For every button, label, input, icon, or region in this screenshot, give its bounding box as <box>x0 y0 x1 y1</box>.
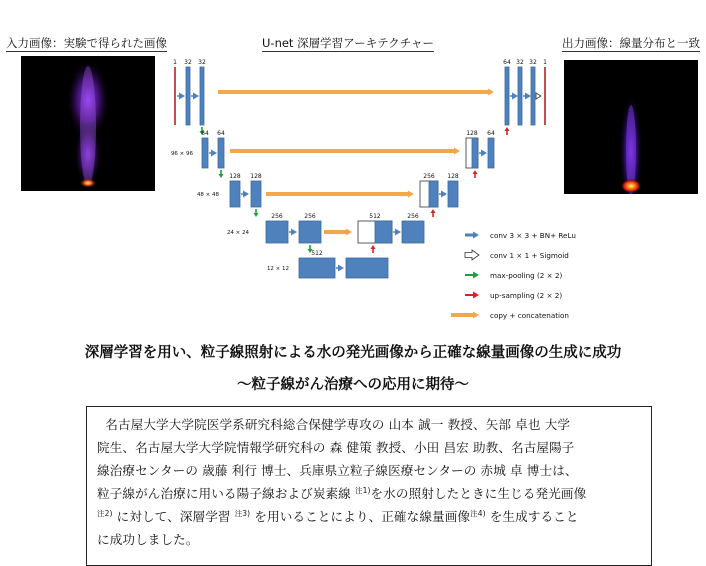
l1-dec-block-3 <box>531 67 535 125</box>
l2-upsample-arrow <box>473 170 478 178</box>
l4-up-block <box>375 221 392 243</box>
green-arrow-icon <box>465 272 479 279</box>
l3-enc-block-2 <box>251 181 261 207</box>
l1-enc-label-2: 32 <box>184 59 192 66</box>
l1-output-bar <box>544 67 546 125</box>
diagram-title: U-net 深層学習アーキテクチャー <box>262 36 434 50</box>
l2-enc-label-1: 64 <box>201 130 209 137</box>
l3-skip-connection <box>266 191 414 198</box>
l1-conv-arrow-1 <box>177 93 185 100</box>
summary-line-4a: 粒子線がん治療に用いる陽子線および炭素線 <box>97 486 355 501</box>
l1-enc-block-1 <box>186 67 190 125</box>
l3-dec-label-1: 256 <box>423 173 435 180</box>
l4-conv-arrow-1 <box>289 229 297 236</box>
red-arrow-icon <box>465 292 479 299</box>
size-label-12: 12 × 12 <box>266 266 290 272</box>
l3-upsample-arrow <box>431 209 436 217</box>
bottom-label: 512 <box>311 250 323 257</box>
l2-enc-block-2 <box>218 138 224 168</box>
output-image-caption: 出力画像：線量分布と一致 <box>562 36 700 50</box>
l3-enc-label-2: 128 <box>250 173 262 180</box>
summary-line-1-text: 名古屋大学大学院医学系研究科総合保健学専攻の 山本 誠一 教授、矢部 卓也 大学 <box>105 417 571 432</box>
input-image-caption: 入力画像：実験で得られた画像 <box>6 36 167 50</box>
l4-dec-label-2: 256 <box>407 213 419 220</box>
legend-label-4: up-sampling (2 × 2) <box>490 291 563 300</box>
l1-conv-arrow-4 <box>523 93 531 100</box>
l1-dec-label-4: 1 <box>543 59 547 66</box>
l1-dec-label-3: 32 <box>529 59 537 66</box>
legend-label-2: conv 1 × 1 + Sigmoid <box>490 251 569 260</box>
l4-dec-block <box>402 221 424 243</box>
headline: 深層学習を用い、粒子線照射による水の発光画像から正確な線量画像の生成に成功 <box>84 345 622 361</box>
summary-line-5a: に対して、深層学習 <box>112 509 235 524</box>
summary-line-5b: を用いることにより、正確な線量画像 <box>250 509 471 524</box>
l4-upsample-arrow <box>371 245 376 253</box>
summary-text-box <box>86 406 652 566</box>
summary-line-5 <box>97 505 641 528</box>
l2-up-block <box>472 138 478 168</box>
legend-label-5: copy + concatenation <box>490 311 569 320</box>
l2-dec-block <box>488 138 494 168</box>
subheadline: ～粒子線がん治療への応用に期待～ <box>237 377 469 393</box>
input-beam-graphic <box>21 56 155 191</box>
size-label-96: 96 × 96 <box>170 151 194 157</box>
l1-dec-label-1: 64 <box>503 59 511 66</box>
l2-conv-arrow-2 <box>479 150 487 157</box>
blue-arrow-icon <box>465 232 479 239</box>
l1-conv-arrow-3 <box>510 93 518 100</box>
l1-enc-block-2 <box>200 67 204 125</box>
l3-enc-label-1: 128 <box>229 173 241 180</box>
l3-dec-label-2: 128 <box>447 173 459 180</box>
l2-conv-arrow-1 <box>209 150 217 157</box>
l1-dec-block-2 <box>518 67 522 125</box>
l3-enc-block-1 <box>230 181 240 207</box>
l3-conv-arrow-1 <box>241 191 249 198</box>
l1-enc-label-3: 32 <box>198 59 206 66</box>
l4-enc-label-2: 256 <box>304 213 316 220</box>
bottom-conv-arrow <box>336 265 344 272</box>
l4-enc-block-1 <box>266 221 288 243</box>
note-4-ref: 注4) <box>470 509 486 518</box>
l1-input-bar <box>174 67 176 125</box>
white-arrow-icon <box>465 250 479 260</box>
legend-label-1: conv 3 × 3 + BN+ ReLu <box>490 231 576 240</box>
l2-dec-label-2: 64 <box>487 130 495 137</box>
size-label-48: 48 × 48 <box>196 192 220 198</box>
note-1-ref: 注1) <box>354 486 371 495</box>
legend-label-3: max-pooling (2 × 2) <box>490 271 563 280</box>
l3-maxpool-arrow <box>254 209 259 217</box>
l4-skip-connection <box>324 229 352 236</box>
note-2-ref: 注2) <box>97 509 113 518</box>
summary-line-6: に成功しました。 <box>97 532 199 547</box>
summary-line-1 <box>97 413 641 436</box>
l2-maxpool-arrow <box>219 170 224 178</box>
l4-dec-label-1: 512 <box>369 213 381 220</box>
l1-sigmoid-arrow <box>536 93 541 99</box>
l4-conv-arrow-2 <box>393 229 401 236</box>
summary-line-4 <box>97 482 641 505</box>
l1-upsample-arrow <box>505 127 510 135</box>
l3-conv-arrow-2 <box>439 191 447 198</box>
l1-conv-arrow-2 <box>191 93 199 100</box>
l1-dec-label-2: 32 <box>516 59 524 66</box>
summary-line-5c: を生成すること <box>485 509 579 524</box>
l1-skip-connection <box>218 89 494 96</box>
l2-dec-label-1: 128 <box>466 130 478 137</box>
l3-dec-block <box>448 181 458 207</box>
unet-architecture-diagram <box>168 55 598 325</box>
bottom-block-2 <box>346 258 388 278</box>
l4-enc-label-1: 256 <box>271 213 283 220</box>
l3-up-block <box>429 181 438 207</box>
summary-line-2: 院生、名古屋大学大学院情報学研究科の 森 健策 教授、小田 昌宏 助教、名古屋陽子 <box>97 440 575 455</box>
size-label-24: 24 × 24 <box>226 230 250 236</box>
l4-enc-block-2 <box>299 221 321 243</box>
note-3-ref: 注3) <box>234 509 251 518</box>
l2-enc-block-1 <box>202 138 208 168</box>
l1-enc-label-1: 1 <box>173 59 177 66</box>
orange-arrow-icon <box>451 312 479 319</box>
input-luminescence-image <box>21 56 155 191</box>
l1-dec-block-1 <box>505 67 509 125</box>
summary-line-3: 線治療センターの 歳藤 利行 博士、兵庫県立粒子線医療センターの 赤城 卓 博士は、 <box>97 463 578 478</box>
summary-line-4b: を水の照射したときに生じる発光画像 <box>370 486 587 501</box>
bottom-block-1 <box>299 258 335 278</box>
l2-skip-connection <box>230 148 460 155</box>
l2-enc-label-2: 64 <box>217 130 225 137</box>
